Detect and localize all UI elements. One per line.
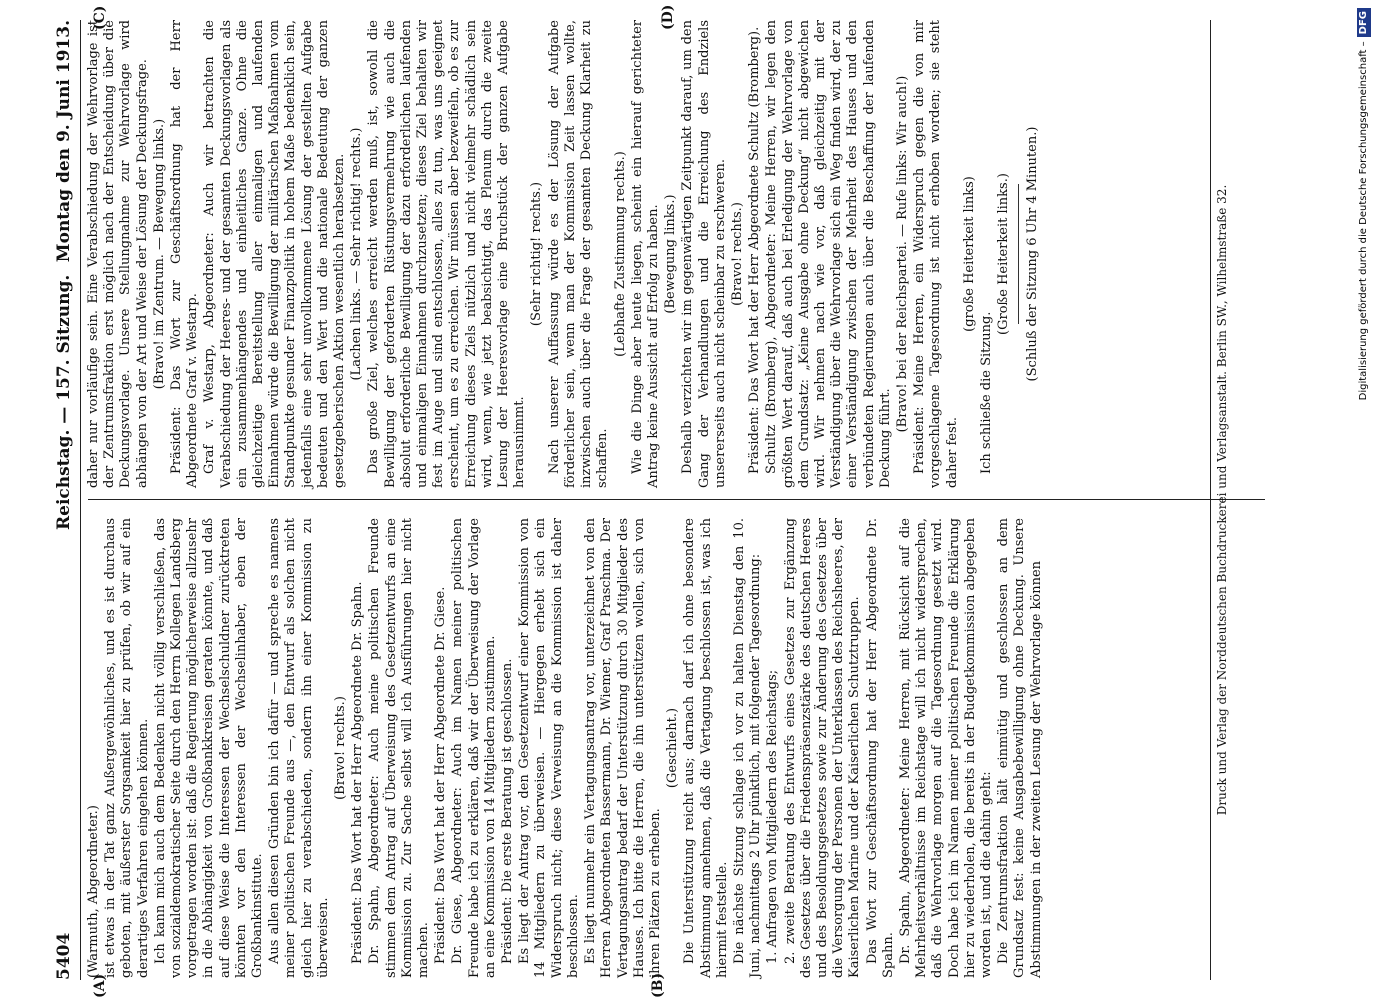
interjection: (Lebhafte Zustimmung rechts.): [612, 151, 628, 357]
margin-mark-b: (B): [650, 972, 666, 998]
page-number: 5404: [54, 932, 74, 980]
paragraph: (Warmuth, Abgeordneter.): [86, 805, 101, 978]
interjection: (Große Heiterkeit links.): [996, 173, 1012, 335]
interjection: (große Heiterkeit links): [961, 176, 977, 332]
paragraph: Dr. Giese, Abgeordneter: Auch im Namen meiner politischen Freunde habe ich zu erklären, daß wir der Überweisung der Vorlage an eine Kommission von 14 Mitgliedern zustimmen.: [450, 518, 498, 978]
paragraph: Präsident: Meine Herren, ein Widerspruch gegen die von mir vorgeschlagene Tagesordnung ist nicht erhoben worden; sie steht daher fest.: [912, 20, 960, 488]
paragraph: Präsident: Die erste Beratung ist geschlossen.: [500, 658, 516, 964]
paragraph: Präsident: Das Wort hat der Herr Abgeordnete Schultz (Bromberg).: [747, 26, 763, 474]
paragraph: daher nur vorläufige sein. Eine Verabschiedung der Wehrvorlage ist der Zentrumsfraktion erst möglich nach der Entscheidung über die Deckungsvorlage. Unsere Stellungnahme zur Wehrvorlage wird abhängen von der Art und Weise der Lösung der Deckungsfrage.: [86, 20, 150, 488]
interjection: (Lachen links. — Sehr richtig! rechts.): [349, 127, 365, 381]
credit-text: Digitalisierung gefördert durch die Deutsche Forschungsgemeinschaft –: [1358, 41, 1369, 401]
margin-mark-c: (C): [92, 5, 108, 30]
interjection: (Bravo! im Zentrum. — Bewegung links.): [151, 118, 167, 390]
paragraph: Graf v. Westarp, Abgeordneter: Auch wir betrachten die Verabschiedung der Heeres- und der gesamten Deckungsvorlagen als ein zusammenhängendes und einheitliches Ganze. Ohne die gleichzeitige Bereitstellung aller einmaligen und laufenden Einnahmen würde die Bewilligung der militärischen Maßnahmen vom Standpunkte gesunder Finanzpolitik in hohem Maße bedenklich sein, jedenfalls eine sehr unvollkommene Lösung der gestellten Aufgabe bedeuten und den Wert und die nationale Bedeutung der ganzen gesetzgeberischen Aktion wesentlich herabsetzen.: [202, 20, 348, 488]
paragraph: Präsident: Das Wort hat der Herr Abgeordnete Dr. Giese.: [433, 586, 449, 964]
session-date: Montag den 9. Juni 1913.: [54, 20, 74, 263]
paragraph: Die nächste Sitzung schlage ich vor zu halten Dienstag den 10. Juni, nachmittags 2 Uhr pünktlich, mit folgender Tagesordnung:: [731, 518, 764, 978]
interjection: (Bravo! bei der Reichspartei. — Rufe links: Wir auch!): [894, 75, 910, 433]
divider: [1018, 184, 1019, 324]
interjection: (Bewegung links.): [663, 194, 679, 314]
margin-mark-d: (D): [660, 4, 676, 30]
dfg-logo: DFG: [1357, 8, 1371, 37]
paragraph: Ich schließe die Sitzung.: [978, 311, 994, 474]
paragraph: Präsident: Das Wort hat der Herr Abgeordnete Dr. Spahn.: [350, 581, 366, 964]
digitization-credit: [1353, 8, 1375, 992]
session-close: (Schluß der Sitzung 6 Uhr 4 Minuten.): [1025, 126, 1041, 382]
paragraph: Ich kann mich auch dem Bedenken nicht völlig verschließen, das von sozialdemokratischer Seite durch den Herrn Kollegen Landsberg vorgetragen worden ist: daß die Regierung möglicherweise allzusehr in die Abhängigkeit von Großbankkreisen geraten könnte, und daß auf diese Weise die Interessen der Wechselschuldner zurücktreten könnten vor den Interessen der Wechselinhaber, eben der Großbankinstitute.: [152, 518, 266, 978]
printer-imprint: Druck und Verlag der Norddeutschen Buchdruckerei und Verlagsanstalt. Berlin SW., Wilhelmstraße 32.: [1210, 20, 1230, 980]
interjection: (Geschieht.): [665, 707, 681, 789]
interjection: (Bravo! rechts.): [729, 202, 745, 306]
paragraph: Nach unserer Auffassung würde es der Lösung der Aufgabe förderlicher sein, wenn man der Kommission Zeit lassen wollte, inzwischen auch über die Frage der gesamten Deckung Klarheit zu schaffen.: [546, 20, 611, 488]
interjection: (Sehr richtig! rechts.): [529, 181, 545, 327]
paragraph: Die Unterstützung reicht aus; darnach darf ich ohne besondere Abstimmung annehmen, daß die Vertagung beschlossen ist, was ich hiermit feststelle.: [682, 518, 730, 978]
paragraph: Das Wort zur Geschäftsordnung hat der Herr Abgeordnete Dr. Spahn.: [864, 518, 896, 978]
left-column: [86, 518, 1046, 978]
page-header: [50, 20, 81, 980]
paragraph: Aus allen diesen Gründen bin ich dafür — und spreche es namens meiner politischen Freunde aus —, den Entwurf als solchen nicht gleich hier zu verabschieden, sondern ihn einer Kommission zu überweisen.: [267, 518, 331, 978]
paragraph: Dr. Spahn, Abgeordneter: Auch meine politischen Freunde stimmen dem Antrag auf Überweisung des Gesetzentwurfs an eine Kommission zu. Zur Sache selbst will ich Ausführungen hier nicht machen.: [367, 518, 432, 978]
paragraph: Das große Ziel, welches erreicht werden muß, ist, sowohl die Bewilligung der geforderten Rüstungsvermehrung wie auch die absolut erforderliche Bewilligung der dazu erforderlichen laufenden und einmaligen Einnahmen durchzusetzen; dieses Ziel behalten wir fest im Auge und sind entschlossen, alles zu tun, was uns geeignet erscheint, um es zu erreichen. Wir müssen aber bezweifeln, ob es zur Erreichung dieses Ziels nützlich und nicht vielmehr schädlich sein wird, wenn, wie jetzt beabsichtigt, das Plenum durch die zweite Lesung der Heeresvorlage eine Bruchstück der ganzen Aufgabe herausnimmt.: [366, 20, 528, 488]
agenda-item: 2. zweite Beratung des Entwurfs eines Gesetzes zur Ergänzung des Gesetzes über die Friedenspräsenzstärke des deutschen Heeres und des Besoldungsgesetzes sowie zur Änderung des Gesetzes über die Versorgung der Personen der Unterklassen des Reichsheeres, der Kaiserlichen Marine und der Kaiserlichen Schutztruppen.: [782, 518, 863, 978]
paragraph: ist etwas in der Tat ganz Außergewöhnliches, und es ist durchaus geboten, mit äußerster Sorgsamkeit hier zu prüfen, ob wir auf ein derartiges Verfahren eingehen können.: [103, 518, 151, 978]
paragraph: Präsident: Das Wort zur Geschäftsordnung hat der Herr Abgeordnete Graf v. Westarp.: [169, 20, 201, 488]
column-rule: [88, 499, 1265, 500]
interjection: (Bravo! rechts.): [333, 696, 349, 800]
paragraph: Es liegt nunmehr ein Vertagungsantrag vor, unterzeichnet von den Herren Abgeordneten Bassermann, Dr. Wiemer, Graf Praschma. Der Vertagungsantrag bedarf der Unterstützung durch 30 Mitglieder des Hauses. Ich bitte die Herren, die ihn unterstützen wollen, sich von ihren Plätzen zu erheben.: [583, 518, 663, 978]
agenda-item: 1. Anfragen von Mitgliedern des Reichstags;: [765, 669, 781, 964]
right-column: [86, 20, 1043, 488]
paragraph: Dr. Spahn, Abgeordneter: Meine Herren, mit Rücksicht auf die Mehrheitsverhältnisse im Reichstage will ich nicht widersprechen, daß die Wehrvorlage morgen auf die Tagesordnung gesetzt wird. Doch habe ich im Namen meiner politischen Freunde die Erklärung hier zu wiederholen, die bereits in der Budgetkommission abgegeben worden ist, und die dahin geht:: [897, 518, 994, 978]
margin-mark-a: (A): [92, 973, 108, 998]
paragraph: Wie die Dinge aber heute liegen, scheint ein hierauf gerichteter Antrag keine Aussicht auf Erfolg zu haben.: [629, 20, 661, 488]
paragraph: Deshalb verzichten wir im gegenwärtigen Zeitpunkt darauf, um den Gang der Verhandlungen und die Erreichung des Endziels unsererseits auch nicht scheinbar zu erschweren.: [680, 20, 728, 488]
paragraph: Die Zentrumsfraktion hält einmütig und geschlossen an dem Grundsatz fest: keine Ausgabebewilligung ohne Deckung. Unsere Abstimmungen in der zweiten Lesung der Wehrvorlage können: [996, 518, 1044, 978]
paragraph: Es liegt der Antrag vor, den Gesetzentwurf einer Kommission von 14 Mitgliedern zu überweisen. — Hiergegen erhebt sich ein Widerspruch nicht; diese Verweisung an die Kommission ist daher beschlossen.: [517, 518, 581, 978]
paragraph: Schultz (Bromberg), Abgeordneter: Meine Herren, wir legen den größten Wert darauf, daß auch bei Erledigung der Wehrvorlage von dem Grundsatz: „Keine Ausgabe ohne Deckung“ nicht abgewichen wird. Wir nehmen nach wie vor, daß gleichzeitig mit der Verständigung über die Wehrvorlage sich ein Weg finden wird, der zu einer Verständigung zwischen der Mehrheit des Hauses und den verbündeten Regierungen auch über die Beschaffung der laufenden Deckung führt.: [764, 20, 893, 488]
session-title: Reichstag. — 157. Sitzung.: [54, 274, 74, 530]
